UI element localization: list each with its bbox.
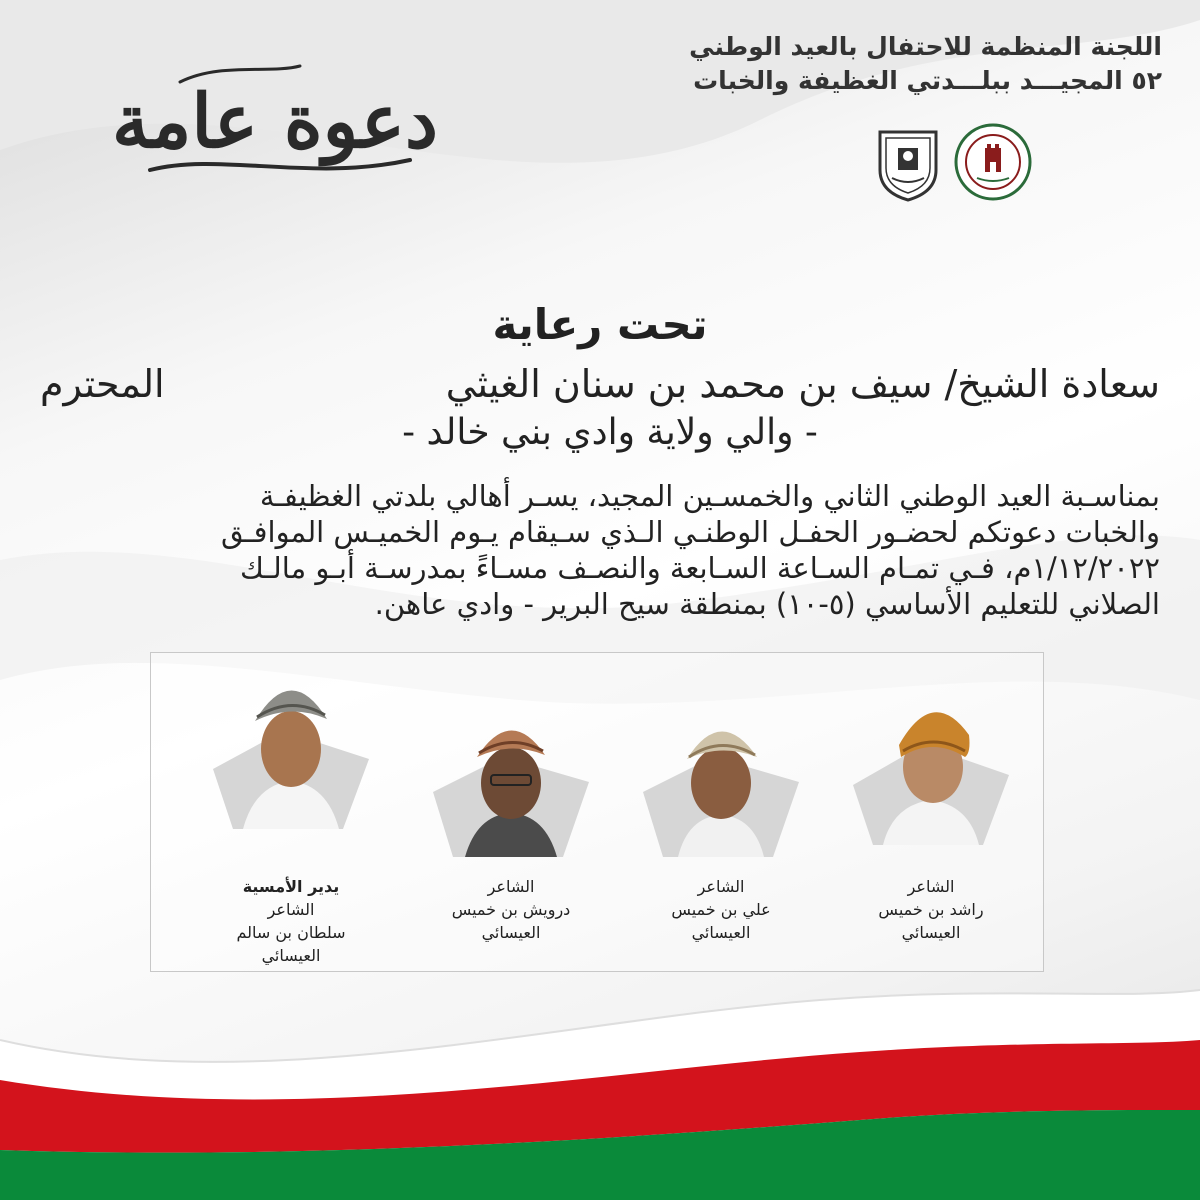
participant-role: الشاعر <box>907 877 955 896</box>
participant-name-line: العيسائي <box>691 923 751 942</box>
participant-caption <box>621 875 821 944</box>
patronage-heading: تحت رعاية <box>492 300 708 349</box>
participant-name-line: درويش بن خميس <box>451 900 571 919</box>
participant-card <box>411 653 611 971</box>
participant-card <box>831 653 1031 971</box>
club-emblem-left-logo <box>868 122 948 202</box>
patron-honorific: المحترم <box>40 362 165 406</box>
paragraph-line: والخبات دعوتكم لحضـور الحفـل الوطنـي الـذي سـيقام يـوم الخميـس الموافـق <box>220 515 1160 549</box>
calligraphy-title <box>110 52 440 192</box>
patron-role: - والي ولاية وادي بني خالد - <box>402 412 818 453</box>
participant-name-line: راشد بن خميس <box>878 900 984 919</box>
participant-caption <box>411 875 611 944</box>
participant-name-line: العيسائي <box>261 946 321 965</box>
participant-role: الشاعر <box>267 900 315 919</box>
paragraph-line: بمناسـبة العيد الوطني الثاني والخمسـين المجيد، يسـر أهالي بلدتي الغظيفـة <box>259 479 1160 513</box>
participant-name-line: علي بن خميس <box>671 900 771 919</box>
organizer-line-2: ٥٢ المجيـــد ببلـــدتي الغظيفة والخبات <box>693 66 1162 95</box>
patron-row <box>40 362 1160 416</box>
club-emblem-right-logo <box>953 122 1033 202</box>
invitation-paragraph <box>40 478 1160 622</box>
participant-photo <box>853 675 1009 845</box>
patron-name: سعادة الشيخ/ سيف بن محمد بن سنان الغيثي <box>445 362 1160 406</box>
participant-card <box>191 653 391 971</box>
participant-photo <box>643 687 799 857</box>
participant-caption <box>831 875 1031 944</box>
participant-photo <box>213 659 369 829</box>
participant-name-line: سلطان بن سالم <box>236 923 346 942</box>
participant-caption <box>191 875 391 967</box>
organizer-line-1: اللجنة المنظمة للاحتفال بالعيد الوطني <box>689 32 1162 61</box>
paragraph-line: الصلاني للتعليم الأساسي (٥-١٠) بمنطقة سيح البرير - وادي عاهن. <box>374 587 1160 621</box>
participant-role: الشاعر <box>697 877 745 896</box>
participant-name-line: العيسائي <box>901 923 961 942</box>
participant-role: الشاعر <box>487 877 535 896</box>
participants-panel <box>150 652 1044 972</box>
participant-photo <box>433 687 589 857</box>
participant-card <box>621 653 821 971</box>
flag-wave <box>0 960 1200 1200</box>
participant-name-line: العيسائي <box>481 923 541 942</box>
emcee-label: يدير الأمسية <box>242 877 340 896</box>
calligraphy-title-text: دعوة عامة <box>112 79 438 165</box>
organizer-heading <box>542 30 1162 98</box>
paragraph-line: ١/١٢/٢٠٢٢م، فـي تمـام السـاعة السـابعة والنصـف مسـاءً بمدرسـة أبـو مالـك <box>239 551 1160 585</box>
